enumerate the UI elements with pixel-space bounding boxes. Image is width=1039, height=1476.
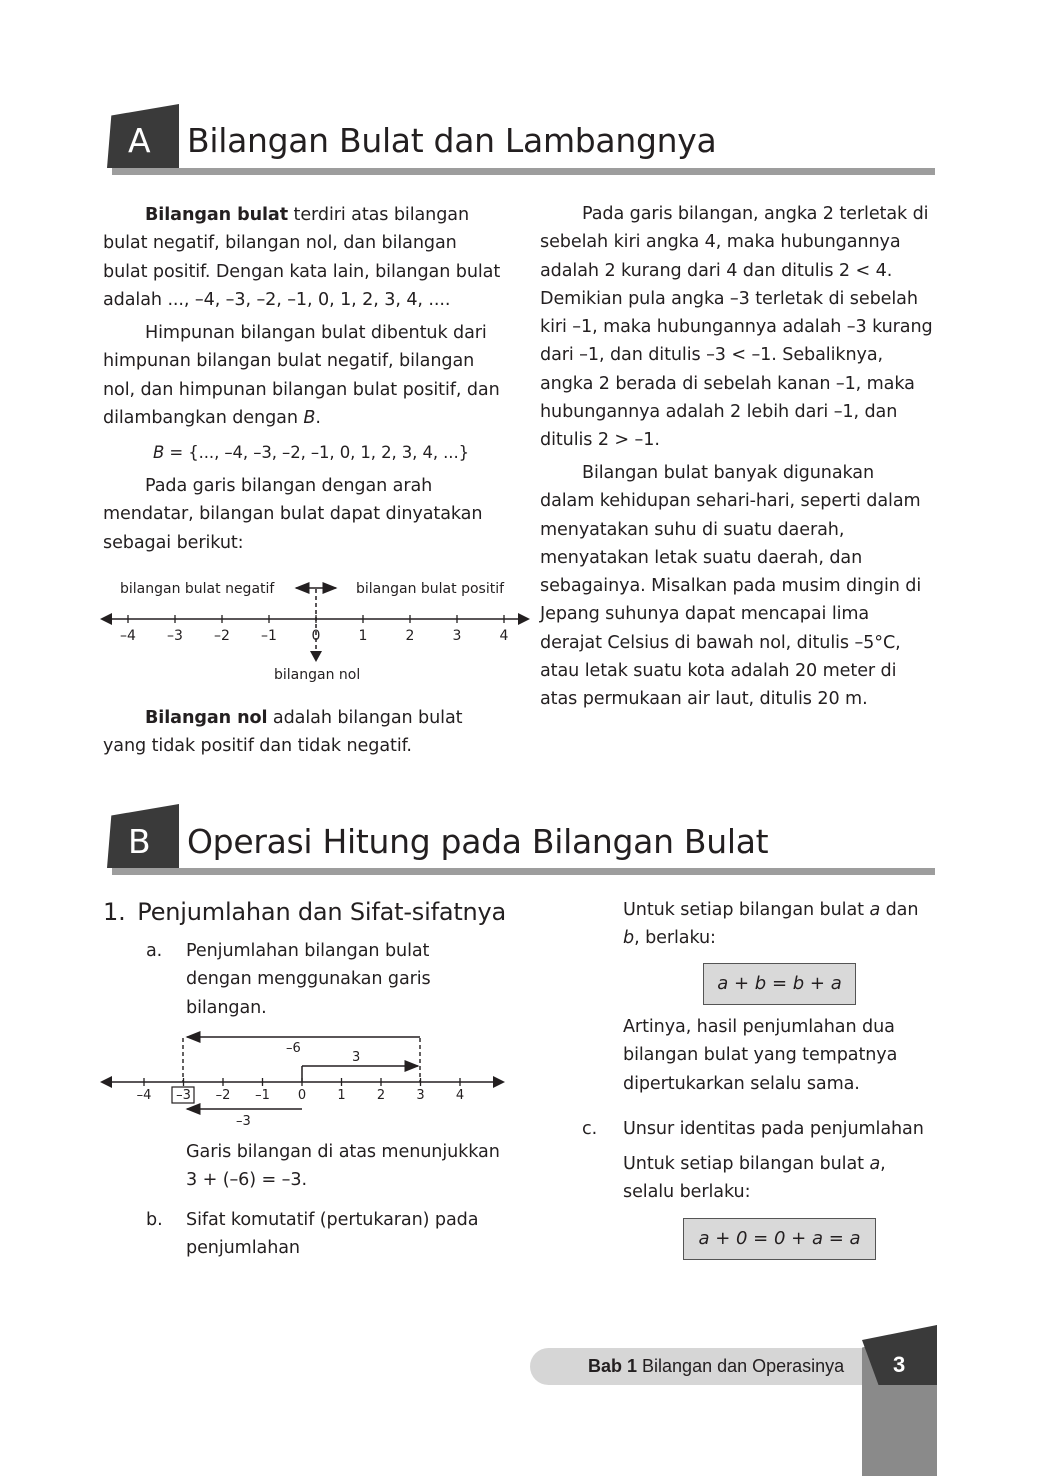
label-zero: bilangan nol xyxy=(274,667,361,683)
formula-commutative: a + b = b + a xyxy=(703,963,856,1005)
set-symbol: B xyxy=(303,407,316,428)
tick-label: –3 xyxy=(167,628,183,644)
paragraph-text: Himpunan bilangan bulat dibentuk dari himpunan bilangan bulat negatif, bilangan nol, dan himpunan bilangan bulat positif, dan dilambangkan dengan xyxy=(103,323,500,428)
tick-label: –2 xyxy=(214,628,230,644)
variable-b: b xyxy=(623,928,635,949)
tick-label: –4 xyxy=(120,628,136,644)
tick-label: 4 xyxy=(455,1088,465,1103)
subsection-heading: 1. Penjumlahan dan Sifat-sifatnya xyxy=(103,898,507,926)
number-line-integers xyxy=(100,575,530,690)
zero-pointer-arrow xyxy=(310,651,322,662)
item-c-text: Unsur identitas pada penjumlahan xyxy=(623,1119,924,1139)
tick-label: –2 xyxy=(215,1088,231,1103)
term-bilangan-nol: Bilangan nol xyxy=(145,708,268,728)
tick-label: –1 xyxy=(255,1088,270,1103)
tick-label: 2 xyxy=(376,1088,386,1103)
tick-label: 2 xyxy=(405,628,415,644)
tick-label: 3 xyxy=(416,1088,425,1103)
paragraph-text: . xyxy=(315,407,321,428)
section-b-letter: B xyxy=(128,822,151,861)
section-a-right-paragraph-2: Bilangan bulat banyak digunakan dalam kehidupan sehari-hari, seperti dalam menyatakan suhu di suatu daerah, menyatakan letak suatu daerah, dan sebagainya. Misalkan pada musim dingin di Jepang suhunya dapat mencapai lima derajat Celsius di bawah nol, ditulis –5°C, atau letak suatu kota adalah 20 meter di atas permukaan air laut, ditulis 20 m. xyxy=(540,463,922,710)
tick-label: –3 xyxy=(176,1088,191,1103)
arrow-minus-6-label: –6 xyxy=(286,1041,301,1056)
footer-chapter-label xyxy=(588,1356,844,1377)
commutative-intro xyxy=(623,896,933,953)
tick-label: –1 xyxy=(261,628,277,644)
axis-arrow-right xyxy=(518,613,530,625)
label-positive: bilangan bulat positif xyxy=(356,581,505,597)
arrow-plus-3-label: 3 xyxy=(352,1050,361,1065)
tick-label: –4 xyxy=(136,1088,152,1103)
section-b-title: Operasi Hitung pada Bilangan Bulat xyxy=(187,822,769,861)
item-c-marker: c. xyxy=(582,1119,598,1139)
tick-label: 4 xyxy=(499,628,509,644)
paragraph-text: adalah bilangan bulat yang tidak positif dan tidak negatif. xyxy=(103,708,463,757)
section-a-title: Bilangan Bulat dan Lambangnya xyxy=(187,121,717,160)
variable-a: a xyxy=(869,900,881,920)
section-a-letter: A xyxy=(128,121,151,160)
axis-arrow-left xyxy=(100,1076,112,1088)
identity-intro xyxy=(623,1150,913,1207)
set-symbol: B xyxy=(153,443,165,462)
tick-label: 0 xyxy=(311,628,321,644)
paragraph-text: , selalu berlaku: xyxy=(623,1154,886,1203)
item-a-marker: a. xyxy=(146,941,163,961)
variable-a: a xyxy=(869,1154,881,1174)
section-a-paragraph-2 xyxy=(103,319,503,432)
formula-identity: a + 0 = 0 + a = a xyxy=(683,1218,876,1260)
number-line-caption: Garis bilangan di atas menunjukkan 3 + (–6) = –3. xyxy=(186,1142,500,1191)
axis-arrow-left xyxy=(100,613,112,625)
chapter-number: Bab 1 xyxy=(588,1356,638,1376)
paragraph-text: terdiri atas bilangan bulat negatif, bilangan nol, dan bilangan bulat positif. Dengan kata lain, bilangan bulat adalah ..., –4, –3, –2, –1, 0, 1, 2, 3, 4, .... xyxy=(103,205,501,310)
section-a-right-paragraph-1: Pada garis bilangan, angka 2 terletak di sebelah kiri angka 4, maka hubungannya adalah 2 kurang dari 4 dan ditulis 2 < 4. Demikian pula angka –3 terletak di sebelah kiri –1, maka hubungannya adalah –3 kurang dari –1, dan ditulis –3 < –1. Sebaliknya, angka 2 berada di sebelah kanan –1, maka hubungannya adalah 2 lebih dari –1, dan ditulis 2 > –1. xyxy=(540,204,933,451)
label-negative: bilangan bulat negatif xyxy=(120,581,275,597)
arrow-result-minus-3-label: –3 xyxy=(236,1114,251,1129)
paragraph-text: Untuk setiap bilangan bulat xyxy=(623,900,870,920)
section-a-paragraph-4 xyxy=(103,704,503,761)
paragraph-text: Untuk setiap bilangan bulat xyxy=(623,1154,870,1174)
tick-label: 3 xyxy=(452,628,462,644)
commutative-meaning: Artinya, hasil penjumlahan dua bilangan bulat yang tempatnya dipertukarkan selalu sama. xyxy=(623,1017,898,1094)
paragraph-text: , berlaku: xyxy=(634,928,716,949)
paragraph-text: dan xyxy=(880,900,919,920)
chapter-title: Bilangan dan Operasinya xyxy=(637,1356,845,1376)
term-bilangan-bulat: Bilangan bulat xyxy=(145,205,289,225)
item-b-marker: b. xyxy=(146,1210,163,1230)
section-a-paragraph-1 xyxy=(103,201,503,314)
tick-label: 0 xyxy=(297,1088,307,1103)
section-b-rule xyxy=(112,868,935,875)
item-b-text: Sifat komutatif (pertukaran) pada penjumlahan xyxy=(186,1210,479,1259)
page-number: 3 xyxy=(893,1352,906,1377)
item-a-text: Penjumlahan bilangan bulat dengan menggunakan garis bilangan. xyxy=(186,941,431,1018)
tick-label: 1 xyxy=(358,628,368,644)
section-a-paragraph-3: Pada garis bilangan dengan arah mendatar, bilangan bulat dapat dinyatakan sebagai berikut: xyxy=(103,476,483,553)
section-a-rule xyxy=(112,168,935,175)
axis-arrow-right xyxy=(493,1076,505,1088)
number-line-addition xyxy=(100,1030,505,1130)
set-elements: = {..., –4, –3, –2, –1, 0, 1, 2, 3, 4, ...} xyxy=(164,443,469,462)
set-definition xyxy=(153,439,469,467)
tick-label: 1 xyxy=(337,1088,346,1103)
